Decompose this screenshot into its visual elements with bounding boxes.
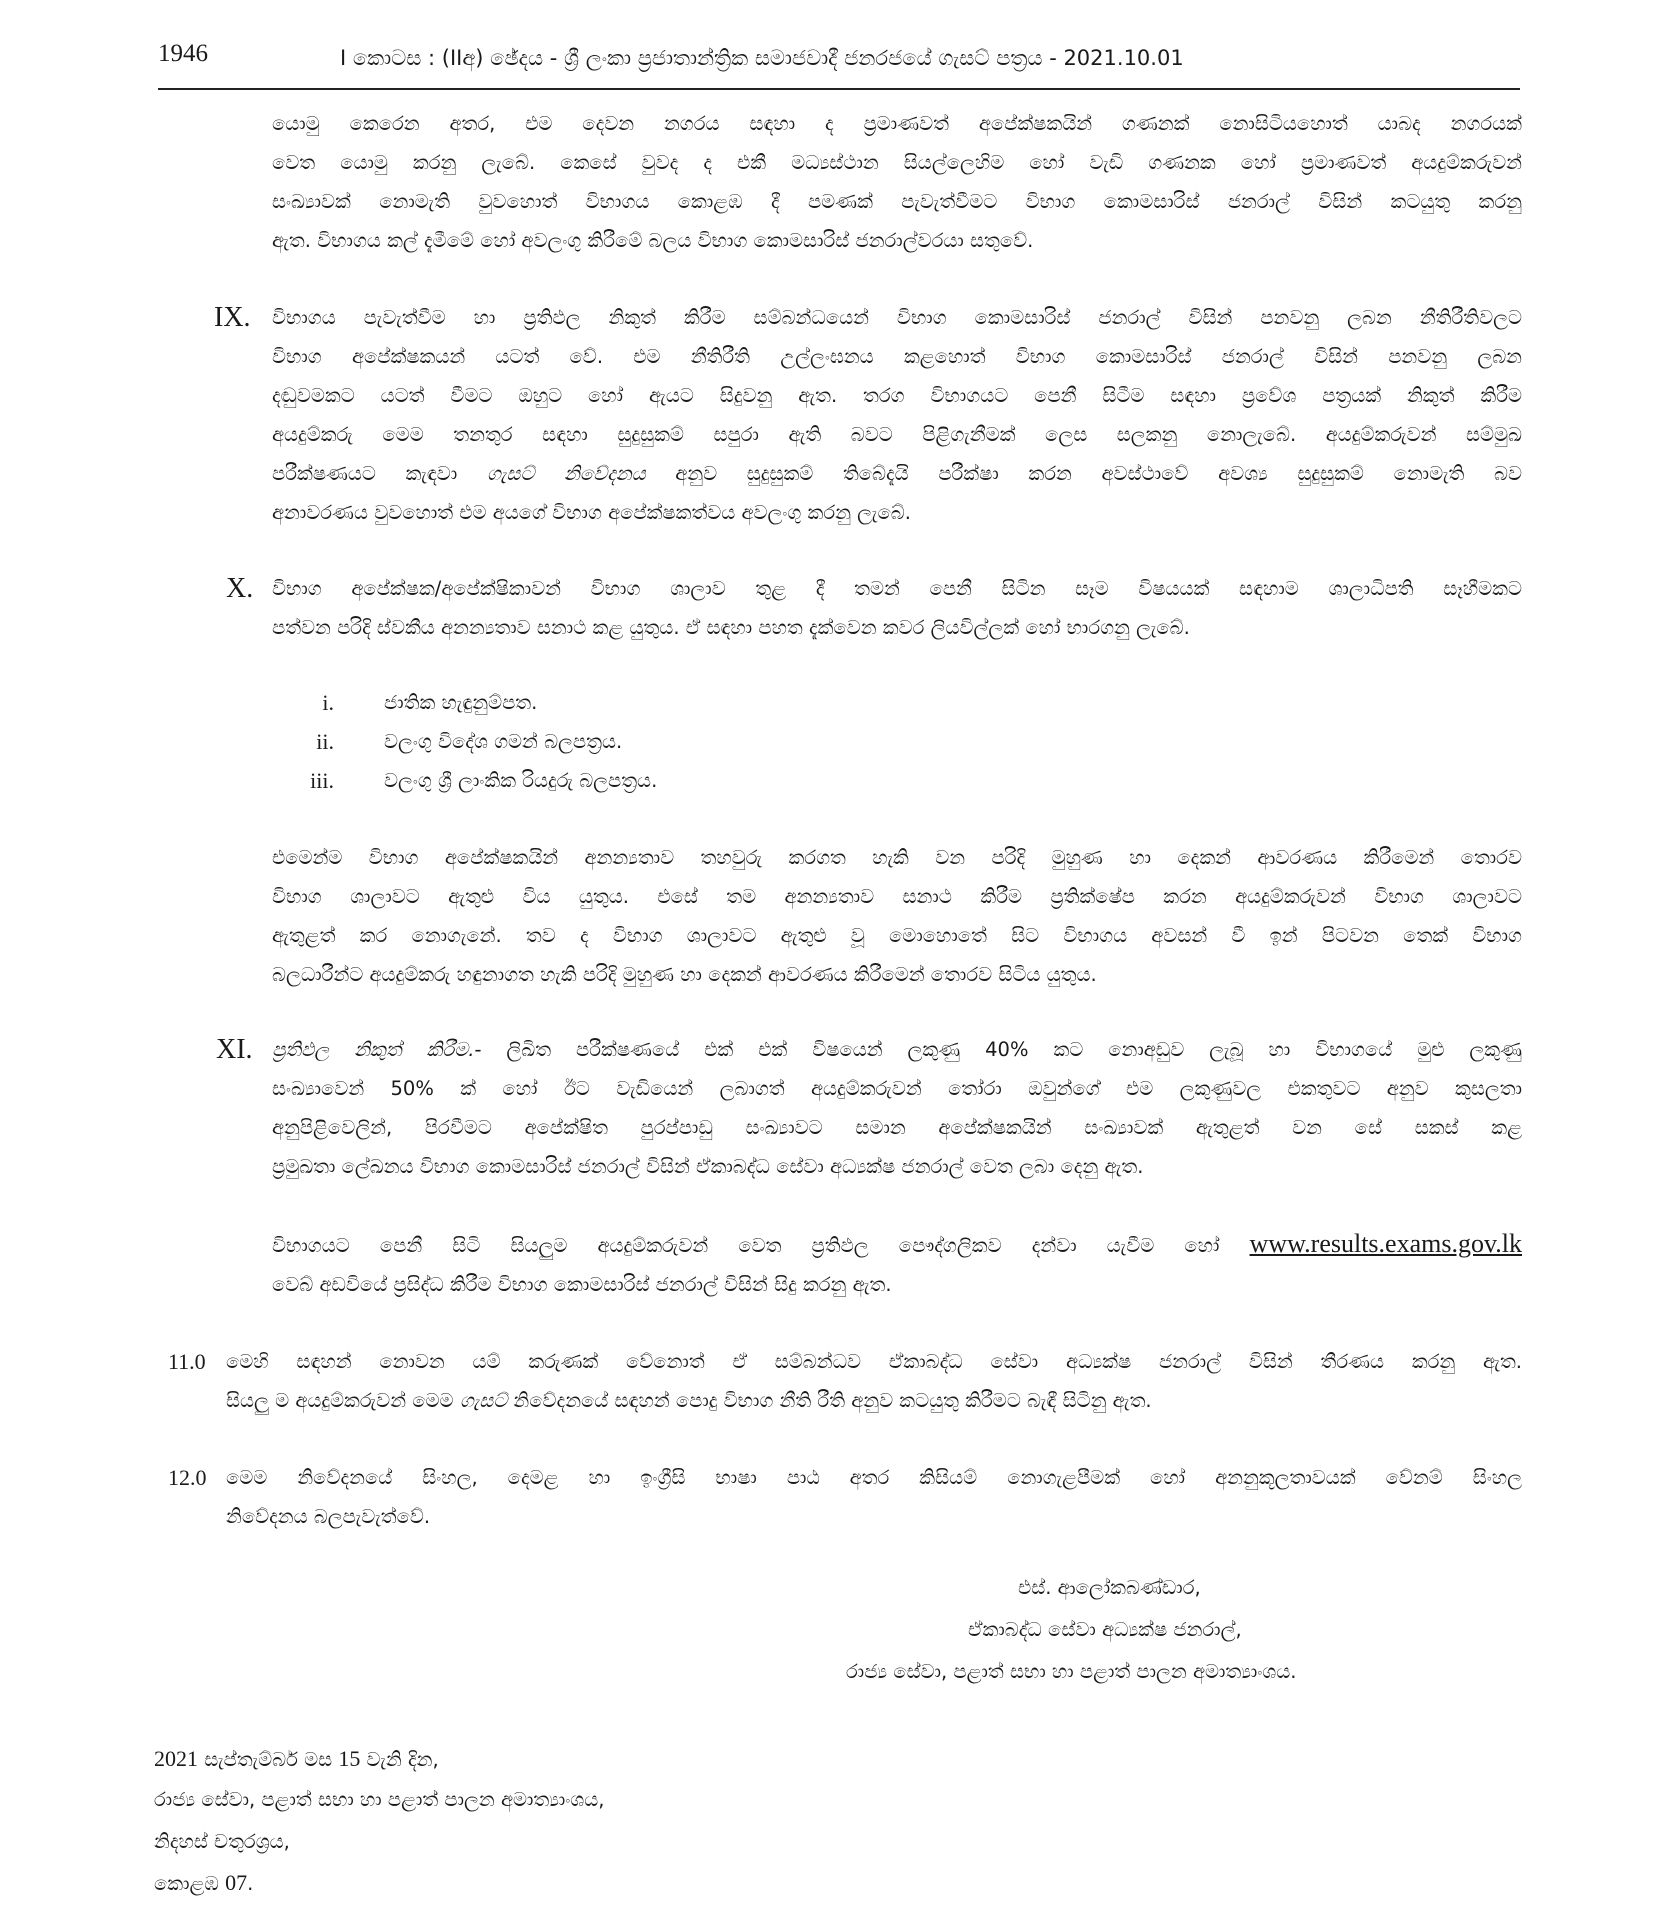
text-line: ඇතුළත් කර නොගැනේ. තව ද විභාග ශාලාවට ඇතුළු වූ මොහොතේ සිට විභාගය අවසන් වී ඉන් පිටවන තෙක් විභාග: [272, 924, 1522, 947]
text-line: අයදුම්කරු මෙම තනතුර සඳහා සුදුසුකම් සපුරා ඇති බවට පිළිගැනීමක් ලෙස සලකනු නොලැබේ. අයදුම්කරුවන් සම්මුඛ: [272, 423, 1522, 446]
footer-place: නිදහස් චතුරශ්‍රය,: [154, 1830, 290, 1853]
text-run: නිවේදනයේ සඳහන් පොදු විභාග නීති රීති අනුව කටයුතු කිරීමට බැඳී සිටිනු ඇත.: [507, 1389, 1152, 1412]
section-x-text: [272, 569, 1522, 647]
section-number-x: X.: [226, 573, 254, 604]
text-run: කොළඹ: [154, 1872, 226, 1895]
text-run: අනුව සුදුසුකම් තිබේදැයි පරීක්ෂා කරන අවස්ථාවේ අවශ්‍ය සුදුසුකම් නොමැති බව: [645, 462, 1522, 485]
notice-date: [154, 1746, 439, 1772]
footer-city: [154, 1870, 253, 1896]
text-run: සැප්තැම්බර් මස: [198, 1748, 339, 1771]
header-rule: [158, 88, 1520, 90]
italic-gazette-notice: ගැසට් නිවේදනය: [486, 462, 646, 485]
text-line: එමෙන්ම විභාග අපේක්ෂකයින් අනන්‍යතාව තහවුරු කරගත හැකි වන පරිදි මුහුණ හා දෙකන් ආවරණය කිරීමෙන් තොරව: [272, 846, 1522, 869]
text-line: යොමු කෙරෙන අතර, එම දෙවන නගරය සඳහා ද ප්‍රමාණවත් අපේක්ෂකයින් ගණනක් නොසිටියහොත් යාබද නගරයක්: [272, 112, 1522, 135]
text-line: ඇත. විභාගය කල් දැමීමේ හෝ අවලංගු කිරීමේ බලය විභාග කොමසාරිස් ජනරාල්වරයා සතුවේ.: [272, 229, 1034, 252]
text-line: දඬුවමකට යටත් වීමට ඔහුට හෝ ඇයට සිදුවනු ඇත. තරග විභාගයට පෙනී සිටීම සඳහා ප්‍රවේශ පත්‍රයක් නිකුත් කිරීම: [272, 384, 1522, 407]
text-run: ලිඛිත පරීක්ෂණයේ එක් එක් විෂයෙන් ලකුණු 40% කට නොඅඩුව ලැබූ හා විභාගයේ මුළු ලකුණු: [481, 1038, 1522, 1061]
section-x-paragraph-2: [272, 838, 1522, 994]
text-line: අනාවරණය වුවහොත් එම අයගේ විභාග අපේක්ෂකත්වය අවලංගු කරනු ලැබේ.: [272, 501, 911, 524]
section-number-11: 11.0: [168, 1349, 206, 1374]
text-line: සංඛ්‍යාවක් නොමැති වුවහොත් විභාගය කොළඹ දී පමණක් පැවැත්වීමට විභාග කොමසාරිස් ජනරාල් විසින් කටයුතු කරනු: [272, 190, 1522, 213]
section-12-text: [226, 1458, 1522, 1536]
list-item: වලංගු ශ්‍රී ලාංකික රියදුරු බලපත්‍රය.: [384, 769, 658, 792]
signatory-designation: ඒකාබද්ධ සේවා අධ්‍යක්ෂ ජනරාල්,: [968, 1618, 1242, 1641]
text-line: විභාග අපේක්ෂක/අපේක්ෂිකාවන් විභාග ශාලාව තුළ දී තමන් පෙනී සිටින සෑම විෂයයක් සඳහාම ශාලාධිපති සෑහීමකට: [272, 577, 1522, 600]
text-run: සියලු ම අයදුම්කරුවන් මෙම: [226, 1389, 460, 1412]
text-run: වැනි දින,: [360, 1748, 439, 1771]
text-line: [272, 1224, 1522, 1265]
text-line: විභාග අපේක්ෂකයන් යටත් වේ. එම නීතිරීති උල්ලංඝනය කළහොත් විභාග කොමසාරිස් ජනරාල් විසින් පනවනු ලබන: [272, 345, 1522, 368]
text-line: සංඛ්‍යාවෙන් 50% ක් හෝ ඊට වැඩියෙන් ලබාගත් අයදුම්කරුවන් තෝරා ඔවුන්ගේ එම ලකුණුවල එකතුවට අනුව කුසලතා: [272, 1077, 1522, 1100]
page-number: 1946: [158, 40, 208, 67]
text-line: පත්වන පරිදි ස්වකීය අනන්‍යතාව සනාථ කළ යුතුය. ඒ සඳහා පහත දැක්වෙන කවර ලියවිල්ලක් හෝ භාරගනු ලැබේ.: [272, 616, 1190, 639]
text-run: පරීක්ෂණයට කැඳවා: [272, 462, 487, 485]
list-item-number: iii.: [310, 768, 334, 793]
section-xi-paragraph-2: [272, 1224, 1522, 1304]
text-line: විභාගය පැවැත්වීම හා ප්‍රතිඵල නිකුත් කිරීම සම්බන්ධයෙන් විභාග කොමසාරිස් ජනරාල් විසින් පනවනු ලබන නීතිරීතිවලට: [272, 306, 1522, 329]
date-day: 15: [338, 1746, 361, 1771]
text-line: නිවේදනය බලපැවැත්වේ.: [226, 1505, 431, 1528]
text-line: [272, 1030, 1522, 1069]
signatory-name: එස්. ආලෝකබණ්ඩාර,: [1018, 1576, 1201, 1599]
signatory-ministry: රාජ්‍ය සේවා, පළාත් සභා හා පළාත් පාලන අමාත්‍යාංශය.: [846, 1660, 1297, 1683]
text-line: බලධාරීන්ට අයදුම්කරු හඳුනාගත හැකි පරිදි මුහුණ හා දෙකන් ආවරණය කිරීමෙන් තොරව සිටිය යුතුය.: [272, 963, 1097, 986]
section-11-text: [226, 1342, 1522, 1420]
results-website-link[interactable]: www.results.exams.gov.lk: [1249, 1229, 1522, 1258]
section-number-xi: XI.: [216, 1034, 253, 1065]
text-line: විභාග ශාලාවට ඇතුළු විය යුතුය. එසේ තම අනන්‍යතාව සනාථ කිරීම ප්‍රතික්ෂේප කරන අයදුම්කරුවන් විභාග ශාලාවට: [272, 885, 1522, 908]
section-xi-text: [272, 1030, 1522, 1186]
list-item: ජාතික හැඳුනුම්පත.: [384, 691, 538, 714]
italic-gazette: ගැසට්: [459, 1389, 508, 1412]
text-line: මෙහි සඳහන් නොවන යම් කරුණක් වේනොත් ඒ සම්බන්ධව ඒකාබද්ධ සේවා අධ්‍යක්ෂ ජනරාල් විසින් තීරණය කරනු ඇත.: [226, 1350, 1522, 1373]
list-item-number: ii.: [316, 729, 334, 754]
footer-ministry: රාජ්‍ය සේවා, පළාත් සභා හා පළාත් පාලන අමාත්‍යාංශය,: [154, 1788, 605, 1811]
text-line: ප්‍රමුඛතා ලේඛනය විභාග කොමසාරිස් ජනරාල් විසින් ඒකාබද්ධ සේවා අධ්‍යක්ෂ ජනරාල් වෙත ලබා දෙනු ඇත.: [272, 1155, 1144, 1178]
text-line: වෙත යොමු කරනු ලැබේ. කෙසේ වුවද ද එකී මධ්‍යස්ථාන සියල්ලෙහිම හෝ වැඩි ගණනක හෝ ප්‍රමාණවත් අයදුම්කරුවන්: [272, 151, 1522, 174]
text-run: විභාගයට පෙනී සිටි සියලුම අයදුම්කරුවන් වෙත ප්‍රතිඵල පෞද්ගලිකව දන්වා යැවීම හෝ: [272, 1234, 1220, 1257]
list-item: වලංගු විදේශ ගමන් බලපත්‍රය.: [384, 730, 623, 753]
text-line: වෙබ් අඩවියේ ප්‍රසිද්ධ කිරීම විභාග කොමසාරිස් ජනරාල් විසින් සිදු කරනු ඇත.: [272, 1273, 892, 1296]
date-year: 2021: [154, 1746, 198, 1771]
italic-results-heading: ප්‍රතිඵල නිකුත් කිරීම.-: [272, 1038, 482, 1061]
text-run: .: [247, 1872, 254, 1895]
text-line: අනුපිළිවෙලින්, පිරවීමට අපේක්ෂිත පුරප්පාඩු සංඛ්‍යාවට සමාන අපේක්ෂකයින් සංඛ්‍යාවක් ඇතුළත් වන සේ සකස් කළ: [272, 1116, 1522, 1139]
gazette-header-title: I කොටස : (IIඅ) ඡේදය - ශ්‍රී ලංකා ප්‍රජාතාන්ත්‍රික සමාජවාදී ජනරජයේ ගැසට් පත්‍රය - 2021.10.01: [340, 46, 1184, 70]
text-line: [272, 454, 1522, 493]
text-line: මෙම නිවේදනයේ සිංහල, දෙමළ හා ඉංග්‍රීසි භාෂා පාඨ අතර කිසියම් නොගැළපීමක් හෝ අනනුකූලතාවයක් වේනම් සිංහල: [226, 1466, 1522, 1489]
postal-code: 07: [225, 1870, 248, 1895]
section-number-12: 12.0: [168, 1465, 207, 1490]
continued-paragraph: [272, 104, 1522, 260]
section-ix-text: [272, 298, 1522, 532]
list-item-number: i.: [322, 690, 334, 715]
section-number-ix: IX.: [214, 302, 251, 333]
text-line: [226, 1381, 1522, 1420]
